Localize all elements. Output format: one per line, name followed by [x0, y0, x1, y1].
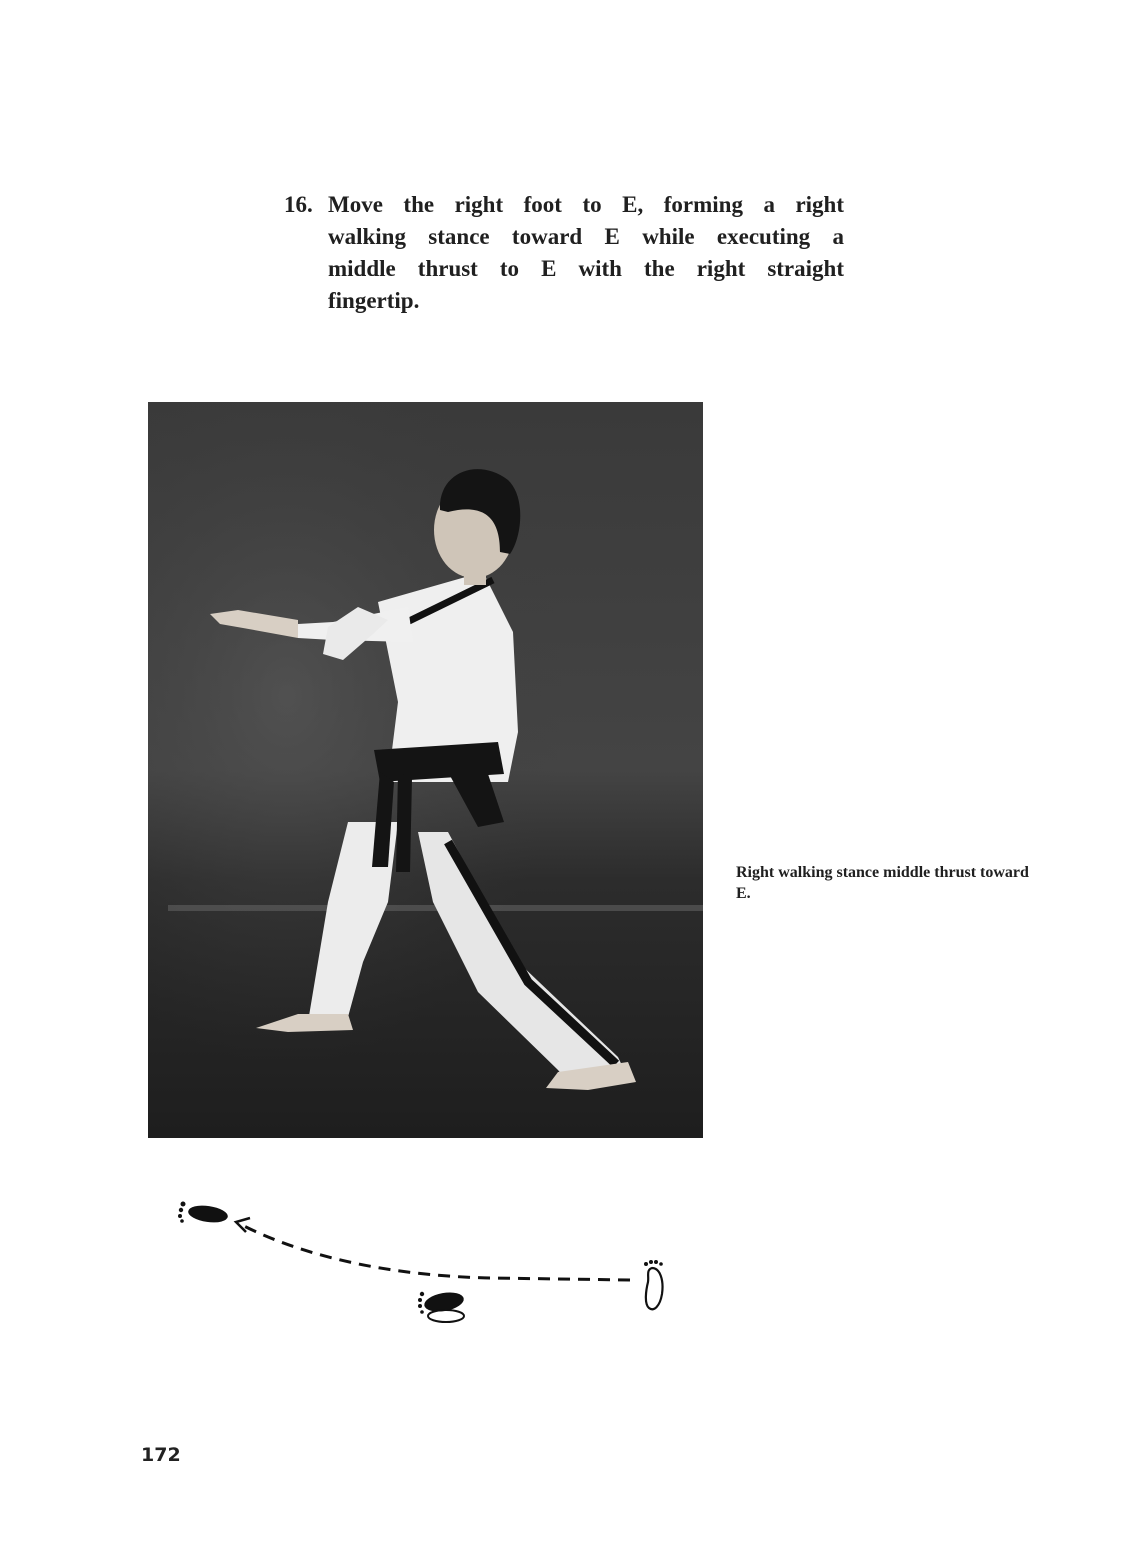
- footprint-icon: [178, 1202, 229, 1225]
- foot-movement-diagram: [160, 1190, 700, 1330]
- footprint-icon: [418, 1290, 465, 1322]
- foot-diagram-svg: [160, 1190, 700, 1330]
- arrow-head-icon: [236, 1218, 250, 1232]
- instruction-step: [284, 189, 844, 317]
- photo-illustration: [148, 402, 703, 1138]
- step-text: Move the right foot to E, forming a right walking stance toward E while executing a middle thrust to E with the right straight fingertip.: [328, 192, 844, 313]
- page-number: 172: [141, 1444, 181, 1466]
- footprint-outline-icon: [644, 1260, 663, 1309]
- movement-path: [240, 1224, 630, 1280]
- photo-caption: Right walking stance middle thrust toward E.: [736, 864, 1029, 902]
- step-number: 16.: [284, 192, 313, 217]
- martial-artist-photo: [148, 402, 703, 1138]
